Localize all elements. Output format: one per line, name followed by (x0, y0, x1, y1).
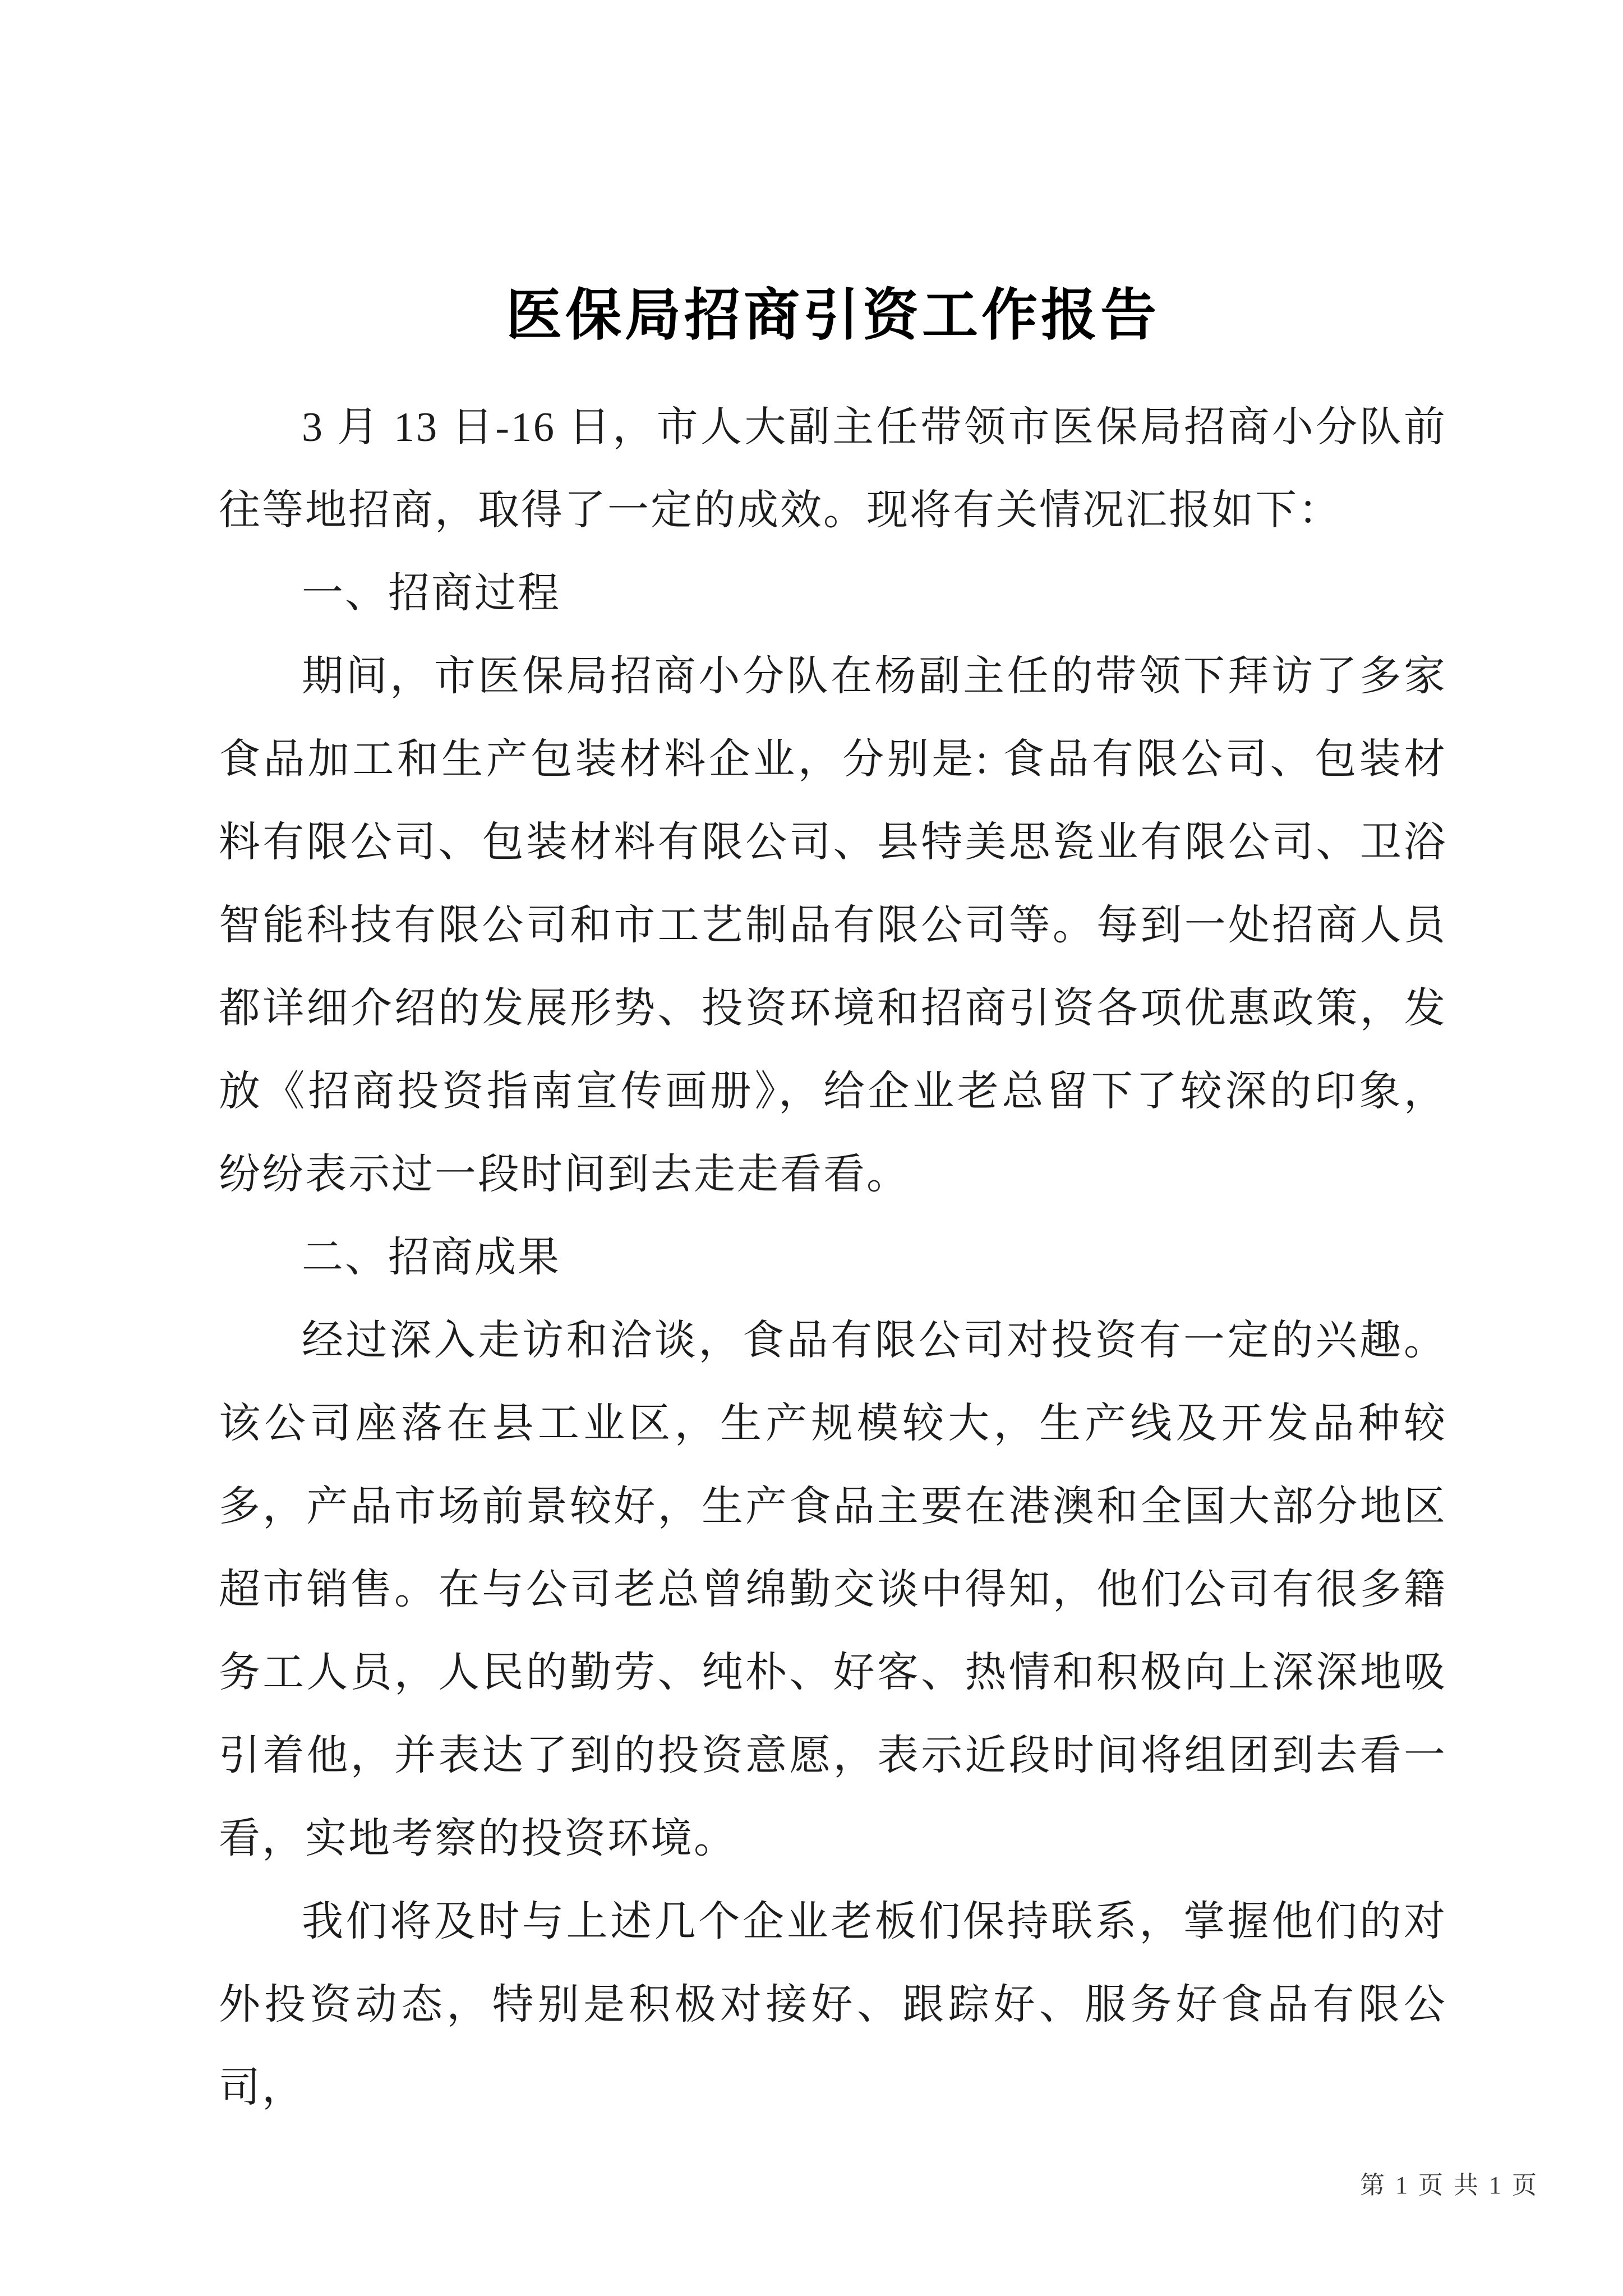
body-paragraph-process: 期间，市医保局招商小分队在杨副主任的带领下拜访了多家食品加工和生产包装材料企业，分别是: 食品有限公司、包装材料有限公司、包装材料有限公司、县特美思瓷业有限公司、卫浴智能科技有限公司和市工艺制品有限公司等。每到一处招商人员都详细介绍的发展形势、投资环境和招商引资各项优惠政策，发放《招商投资指南宣传画册》，给企业老总留下了较深的印象，纷纷表示过一段时间到去走走看看。 (219, 654, 1447, 1198)
page-footer (1360, 2165, 1539, 2201)
body-paragraph-results: 经过深入走访和洽谈，食品有限公司对投资有一定的兴趣。该公司座落在县工业区，生产规模较大，生产线及开发品种较多，产品市场前景较好，生产食品主要在港澳和全国大部分地区超市销售。在与公司老总曾绵勤交谈中得知，他们公司有很多籍务工人员，人民的勤劳、纯朴、好客、热情和积极向上深深地吸引着他，并表达了到的投资意愿，表示近段时间将组团到去看一看，实地考察的投资环境。 (219, 1318, 1447, 1862)
document-title: 医保局招商引资工作报告 (506, 284, 1160, 347)
body-paragraph-intro: 3 月 13 日-16 日，市人大副主任带领市医保局招商小分队前往等地招商，取得了一定的成效。现将有关情况汇报如下： (219, 404, 1447, 533)
section-heading-2: 二、招商成果 (302, 1235, 561, 1281)
page-number-label: 第 1 页 共 1 页 (1360, 2171, 1539, 2199)
body-paragraph-followup: 我们将及时与上述几个企业老板们保持联系，掌握他们的对外投资动态，特别是积极对接好、跟踪好、服务好食品有限公司， (219, 1899, 1447, 2111)
section-heading-1: 一、招商过程 (302, 570, 561, 616)
